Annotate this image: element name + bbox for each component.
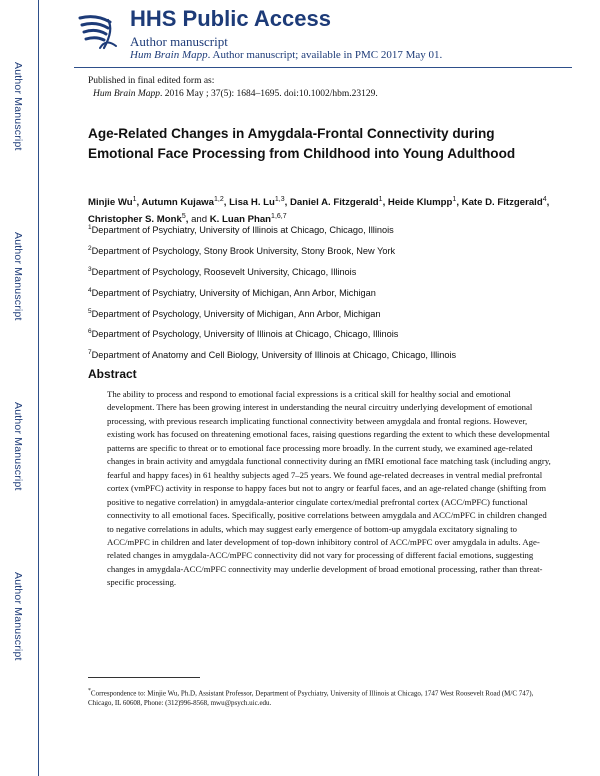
citation-journal: Hum Brain Mapp xyxy=(93,89,161,99)
author-sup: 5 xyxy=(181,213,186,221)
footnote-marker: * xyxy=(88,688,91,694)
hhs-eagle-logo-icon xyxy=(74,8,120,54)
abstract-text: The ability to process and respond to emotional facial expressions is a critical skill for healthy social and emotional development. There has been growing interest in understanding the neural circuitry underlying development of emotional processing, with previous research implicating functional connectivity between amygdala and frontal regions. However, existing work has focused on threatening emotional faces, raising questions regarding the extent to which these developmental patterns are specific to threat or to emotional face processing more broadly. In the current study, we examined age-related changes in brain activity and amygdala functional connectivity during an fMRI emotional face matching task (including angry, fearful and happy faces) in 61 healthy subjects aged 7–25 years. We found age-related decreases in ventral medial prefrontal cortex (vmPFC) activity in response to happy faces but not to angry or fearful faces, and an age-related change (shifting from positive to negative correlation) in amygdala-anterior cingulate cortex/medial prefrontal cortex (ACC/mPFC) functional connectivity to all emotional faces. Specifically, positive correlations between amygdala and ACC/mPFC in children changed to negative correlations in adults, which may suggest early emergence of bottom-up amygdala excitatory signaling to ACC/mPFC in children and later development of top-down inhibitory control of ACC/mPFC over amygdala in adults. Age-related changes in amygdala-ACC/mPFC connectivity did not vary for processing of different facial emotions, suggesting changes in amygdala-ACC/mPFC connectivity may underlie development of broad emotional processing, rather than threat-specific processing. xyxy=(107,389,551,588)
author-name: Lisa H. Lu xyxy=(229,197,275,209)
affiliation-num: 1 xyxy=(88,224,92,231)
journal-name: Hum Brain Mapp xyxy=(130,49,208,61)
affiliation-text: Department of Psychology, University of Illinois at Chicago, Chicago, Illinois xyxy=(91,329,399,340)
author-manuscript-label: Author manuscript xyxy=(130,34,228,49)
affiliation-num: 6 xyxy=(88,328,92,335)
affiliation-text: Department of Psychiatry, University of Illinois at Chicago, Chicago, Illinois xyxy=(91,225,394,236)
published-label: Published in final edited form as: xyxy=(88,76,215,86)
affiliation-text: Department of Psychology, Stony Brook University, Stony Brook, New York xyxy=(91,246,396,257)
author-name: K. Luan Phan xyxy=(209,214,272,226)
author-sup: 1 xyxy=(452,196,457,203)
affiliation-text: Department of Psychiatry, University of Michigan, Ann Arbor, Michigan xyxy=(91,288,376,299)
author-sup: 1 xyxy=(378,196,383,203)
affiliation-text: Department of Anatomy and Cell Biology, University of Illinois at Chicago, Chicago, Illinois xyxy=(91,350,457,361)
affiliation-text: Department of Psychology, Roosevelt University, Chicago, Illinois xyxy=(91,267,357,278)
author-name: Daniel A. Fitzgerald xyxy=(289,197,379,209)
hhs-title: HHS Public Access xyxy=(130,6,331,31)
author-conjunction: and xyxy=(191,214,208,226)
citation-line xyxy=(93,88,378,101)
availability-line xyxy=(130,49,442,61)
publication-info xyxy=(88,75,378,101)
author-name: Autumn Kujawa xyxy=(141,197,214,209)
author-name: Christopher S. Monk xyxy=(88,214,182,226)
affiliation xyxy=(88,328,568,339)
author-list: Minjie Wu$^1$, Autumn Kujawa$^{1,2}$, Lisa H. Lu$^{1,3}$, Daniel A. Fitzgerald$^1$, Heide Klumpp$^1$, Kate D. Fitzgerald$^4$, Christopher S. Monk$^5$, and K. Luan Phan$^{1,6,7}$ xyxy=(88,196,550,226)
affiliation-num: 3 xyxy=(88,266,92,273)
author-sup: 1,6,7 xyxy=(271,213,287,221)
correspondence-footnote xyxy=(88,686,558,708)
sidebar-label: Author Manuscript xyxy=(12,402,24,491)
author-sup: 1,3 xyxy=(274,196,285,203)
author-sup: 4 xyxy=(542,196,547,203)
author-manuscript-sidebar xyxy=(0,0,38,776)
sidebar-divider xyxy=(38,0,39,776)
affiliation-num: 2 xyxy=(88,245,92,252)
hhs-header xyxy=(74,6,574,68)
affiliation xyxy=(88,245,568,256)
sidebar-label: Author Manuscript xyxy=(12,62,24,151)
availability-text: . Author manuscript; available in PMC 2017 May 01. xyxy=(207,49,443,61)
affiliation-text: Department of Psychology, University of Michigan, Ann Arbor, Michigan xyxy=(91,309,381,320)
affiliation xyxy=(88,224,568,235)
affiliation xyxy=(88,266,568,277)
author-name: Minjie Wu xyxy=(88,197,133,209)
abstract-heading: Abstract xyxy=(88,367,137,381)
header-rule xyxy=(74,67,572,68)
affiliation xyxy=(88,349,568,360)
sidebar-label: Author Manuscript xyxy=(12,232,24,321)
footnote-text: Correspondence to: Minjie Wu, Ph.D, Assistant Professor, Department of Psychiatry, University of Illinois at Chicago, 1747 West Roosevelt Road (M/C 747), Chicago, IL 60608, Phone: (312)996-8568, mwu@psych.uic.edu. xyxy=(88,689,534,708)
affiliation-num: 5 xyxy=(88,308,92,315)
affiliation-num: 7 xyxy=(88,349,92,356)
citation-text: . 2016 May ; 37(5): 1684–1695. doi:10.1002/hbm.23129. xyxy=(160,89,378,99)
affiliation-num: 4 xyxy=(88,287,92,294)
author-sup: 1,2 xyxy=(213,196,224,203)
author-name: Heide Klumpp xyxy=(387,197,453,209)
affiliation xyxy=(88,308,568,319)
author-name: Kate D. Fitzgerald xyxy=(461,197,543,209)
footnote-rule xyxy=(88,677,200,678)
paper-title: Age-Related Changes in Amygdala-Frontal Connectivity during Emotional Face Processing from Childhood into Young Adulthood xyxy=(88,126,516,161)
affiliation xyxy=(88,287,568,298)
sidebar-label: Author Manuscript xyxy=(12,572,24,661)
author-sup: 1 xyxy=(132,196,137,203)
